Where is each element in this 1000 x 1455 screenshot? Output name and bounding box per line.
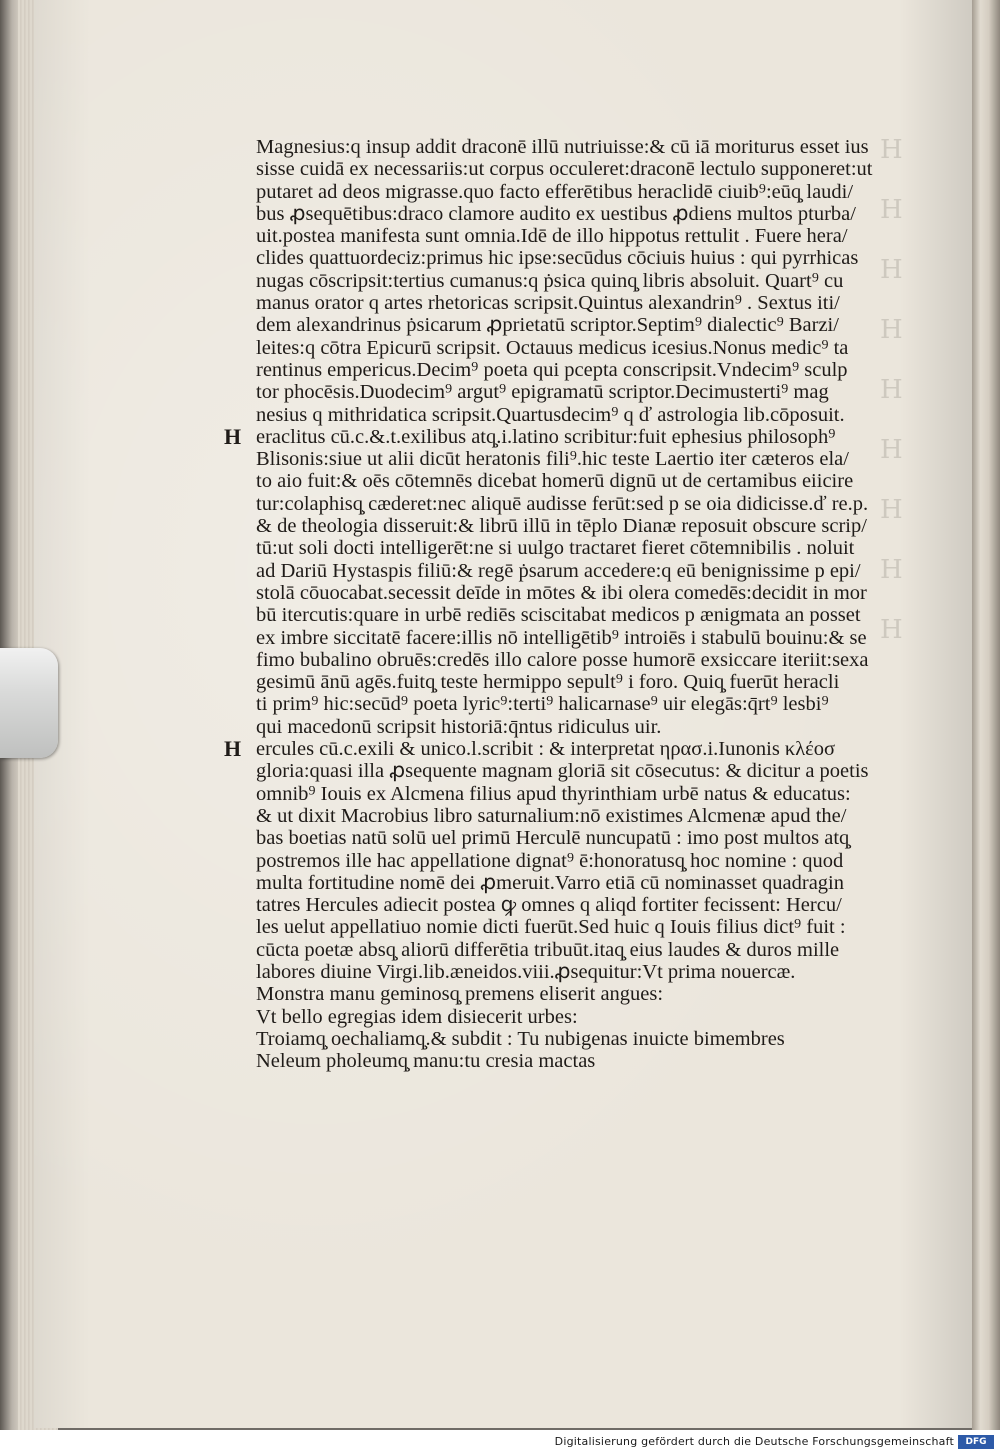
text-line: leites:q cōtra Epicurū scripsit. Octauus medicus icesius.Nonus medic⁹ ta [256,336,849,359]
initial-letter: H [224,736,242,762]
bleed-mark: H [880,315,903,345]
bleed-mark: H [880,375,903,405]
text-line: manus orator q artes rhetoricas scripsit.Quintus alexandrin⁹ . Sextus iti/ [256,292,840,315]
bleed-mark: H [880,615,903,645]
text-line: multa fortitudine nomē dei ꝓmeruit.Varro etiā cū nominasset quadragin [256,871,845,894]
text-line: gloria:quasi illa ꝓsequente magnam gloriā sit cōsecutus: & dicitur a poetis [256,760,869,783]
text-line: to aio fuit:& oēs cōtemnēs dicebat homerū dignū ut de certamibus eiicire [256,470,854,493]
text-line: bū itercutis:quare in urbē rediēs sciscitabat medicos p ænigmata an posset [256,604,861,627]
text-line: postremos ille hac appellatione dignat⁹ ē:honoratusq̧ hoc nomine : quod [256,849,844,872]
dfg-logo: DFG [958,1435,994,1449]
paragraph-heraclitus [224,423,916,738]
text-line: tū:ut soli docti intelligerēt:ne si uulgo tractaret fieret cōtemnibilis . noluit [256,537,855,560]
text-line: ad Dariū Hystaspis filiū:& regē ṗsarum accedere:q eū benignissime p epi/ [256,559,861,582]
text-line: & de theologia disseruit:& librū illū in tēplo Dianæ reposuit obscure scrip/ [256,515,867,538]
text-line: putaret ad deos migrasse.quo facto efferētibus heraclidē ciuib⁹:eūq̧ laudi/ [256,180,854,203]
bleed-mark: H [880,135,903,165]
text-line: bas boetias natū solū uel primū Herculē nuncupatū : imo post multos atq̧ [256,827,850,850]
text-line: nugas cōscripsit:tertius cumanus:q ṗsica quinq̧ libris absoluit. Quart⁹ cu [256,269,844,292]
text-line: omnib⁹ Iouis ex Alcmena filius apud thyrinthiam urbē natus & educatus: [256,782,851,805]
verse-line: Monstra manu geminosq̧ premens eliserit angues: [256,983,664,1006]
footer-credit: Digitalisierung gefördert durch die Deutsche Forschungsgemeinschaft [554,1435,954,1448]
verse-line: Neleum pholeumq̧ manu:tu cresia mactas [256,1050,596,1073]
text-line: & ut dixit Macrobius libro saturnalium:nō existimes Alcmenæ apud the/ [256,804,847,827]
initial-letter: H [224,423,242,449]
text-line: qui macedonū scripsit historiā:q̄ntus ridiculus uir. [256,715,662,738]
paragraph-hercules [226,738,916,983]
text-line: stolā cōuocabat.secessit deīde in mōtes & ibi olera comedēs:decidit in mor [256,581,867,604]
text-line: bus ꝓsequētibus:draco clamore audito ex uestibus ꝓdiens multos pturba/ [256,202,856,225]
page-clip [0,648,58,758]
bleed-mark: H [880,435,903,465]
digitization-footer [0,1430,1000,1455]
text-line: cūcta poetæ absq̧ aliorū differētia tribuūt.itaq̧ eius laudes & duros mille [256,938,840,961]
verse-line: Troiamq̧ oechaliamq̧.& subdit : Tu nubigenas inuicte bimembres [256,1027,785,1050]
bleed-mark: H [880,255,903,285]
text-line: ex imbre siccitatē facere:illis nō intelligētib⁹ introiēs i stabulū bouinu:& se [256,626,867,649]
text-line: Blisonis:siue ut alii dicūt heratonis fili⁹.hic teste Laertio iter cæteros ela/ [256,448,849,471]
text-line: labores diuine Virgi.lib.æneidos.viii.ꝓsequitur:Vt prima nouercæ. [256,960,796,983]
text-line: Magnesius:q insup addit draconē illū nutriuisse:& cū iā moriturus esset ius [256,136,869,158]
verse-line: Vt bello egregias idem disiecerit urbes: [256,1005,578,1028]
text-line: dem alexandrinus ṗsicarum ꝓprietatū scriptor.Septim⁹ dialectic⁹ Barzi/ [256,314,839,337]
text-line: ercules cū.c.exili & unico.l.scribit : & interpretat ηρασ.i.Iunonis κλέοσ [256,738,836,761]
text-line: uit.postea manifesta sunt omnia.Idē de illo hippotus rettulit . Fuere hera/ [256,225,848,248]
paragraph-magnesius [226,136,916,426]
verse-quotation [226,983,916,1072]
text-line: les uelut appellatiuo nomie dicti fuerūt.Sed huic q Iouis filius dict⁹ fuit : [256,916,846,939]
text-line: nesius q mithridatica scripsit.Quartusdecim⁹ q ď astrologia lib.cōposuit. [256,403,845,426]
text-line: tor phocēsis.Duodecim⁹ argut⁹ epigramatū scriptor.Decimusterti⁹ mag [256,381,829,404]
text-line: ti prim⁹ hic:secūd⁹ poeta lyric⁹:terti⁹ halicarnase⁹ uir elegās:q̄rt⁹ lesbi⁹ [256,693,829,716]
bleed-mark: H [880,195,903,225]
text-line: gesimū ānū agēs.fuitq̧ teste hermippo sepult⁹ i foro. Quiq̧ fuerūt heracli [256,671,840,694]
text-line: rentinus empericus.Decim⁹ poeta qui pcepta conscripsit.Vndecim⁹ sculp [256,358,848,381]
bleed-mark: H [880,495,903,525]
text-line: fimo bubalino obruēs:credēs illo calore posse humorē exsiccare iteriit:sexa [256,648,869,671]
text-line: eraclitus cū.c.&.t.exilibus atq̧.i.latino scribitur:fuit ephesius philosoph⁹ [256,425,836,448]
bleed-mark: H [880,555,903,585]
text-line: tatres Hercules adiecit postea ꝙ omnes q aliqd fortiter fecissent: Hercu/ [256,894,842,917]
text-line: tur:colaphisq̧ cæderet:nec aliquē audisse ferūt:sed p se oia didicisse.ď re.p. [256,492,869,515]
page-text [226,136,916,1072]
text-line: clides quattuordeciz:primus hic ipse:secūdus cōciuis huius : qui pyrrhicas [256,247,859,270]
text-line: sisse cuidā ex necessariis:ut corpus occuleret:draconē lectulo supponeret:ut [256,158,873,181]
